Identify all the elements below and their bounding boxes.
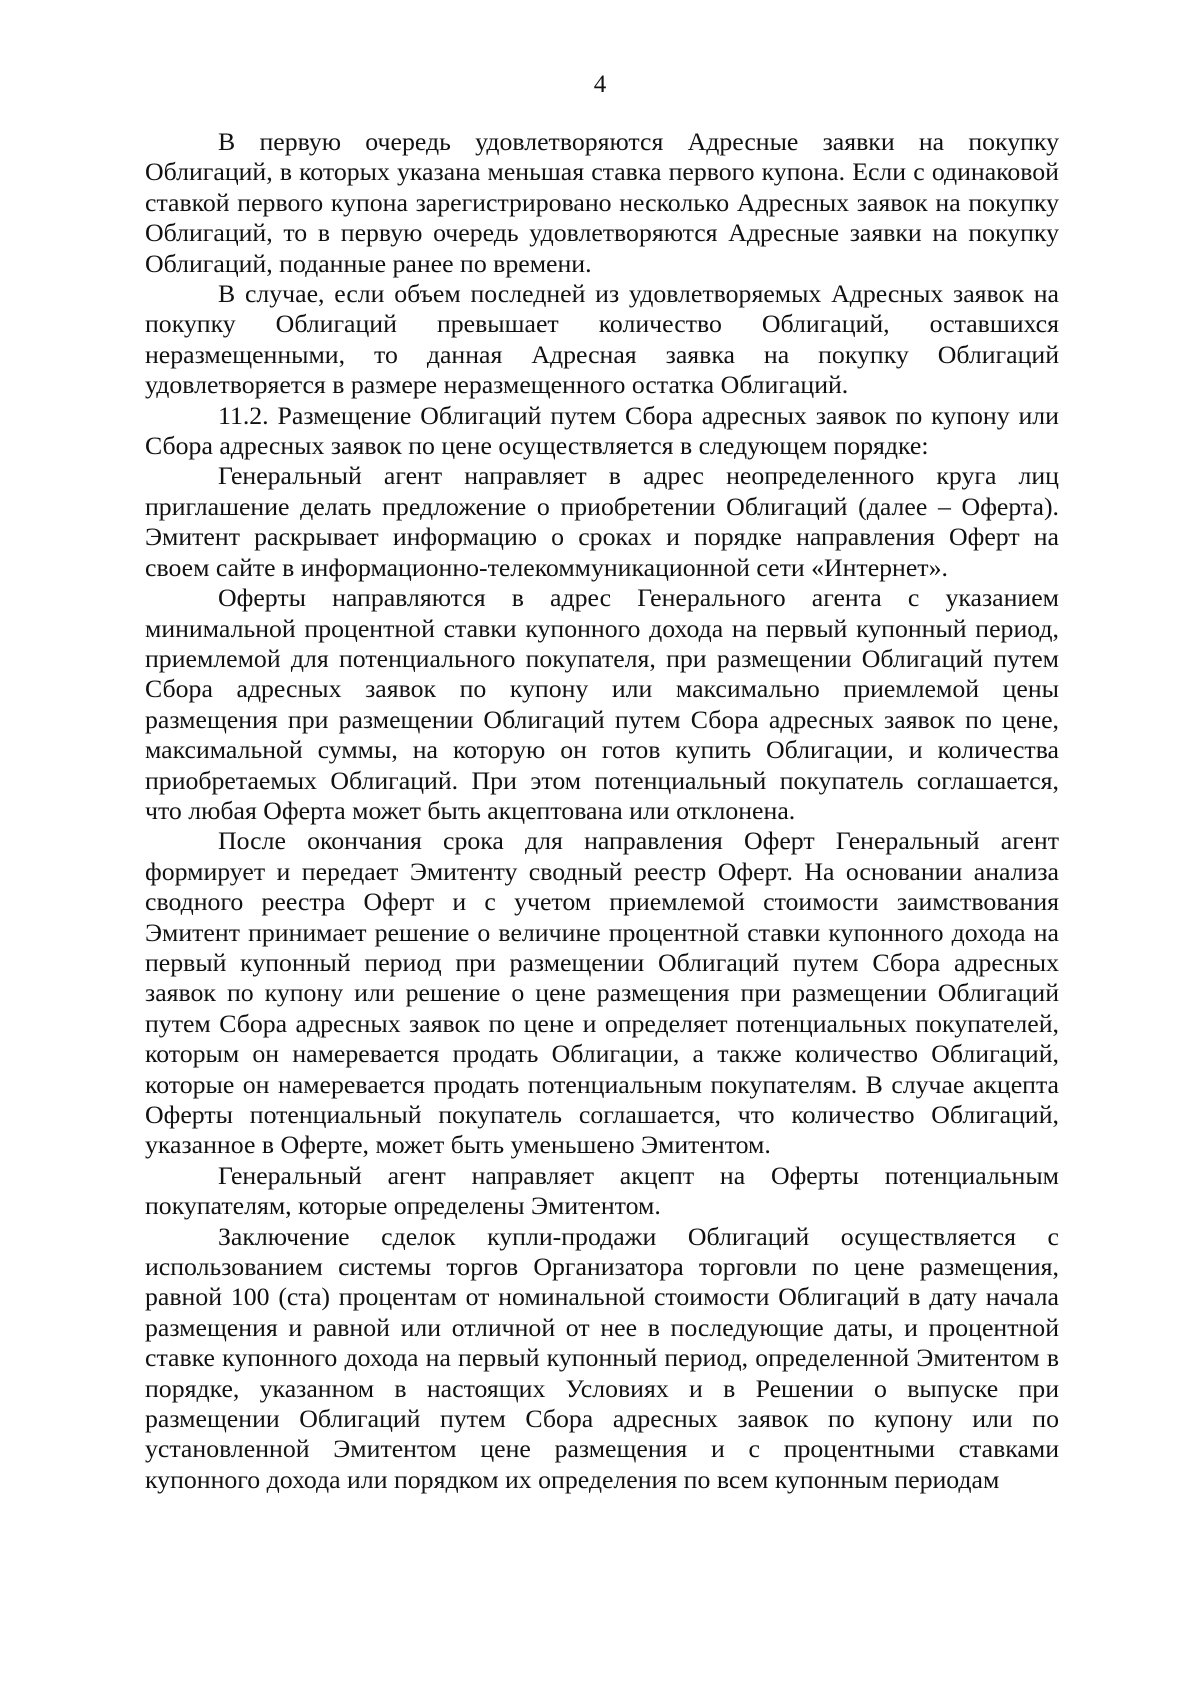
document-body [145, 127, 1059, 1495]
paragraph-deal-conclusion: Заключение сделок купли-продажи Облигаций осуществляется с использованием системы торгов Организатора торговли по цене размещения, равной 100 (ста) процентам от номинальной стоимости Облигаций в дату начала размещения и равной или отличной от нее в последующие даты, и процентной ставке купонного дохода на первый купонный период, определенной Эмитентом в порядке, указанном в настоящих Условиях и в Решении о выпуске при размещении Облигаций путем Сбора адресных заявок по купону или по установленной Эмитентом цене размещения и с процентными ставками купонного дохода или порядком их определения по всем купонным периодам [145, 1221, 1059, 1494]
paragraph-address-bids-priority: В первую очередь удовлетворяются Адресные заявки на покупку Облигаций, в которых указана меньшая ставка первого купона. Если с одинаковой ставкой первого купона зарегистрировано несколько Адресных заявок на покупку Облигаций, то в первую очередь удовлетворяются Адресные заявки на покупку Облигаций, поданные ранее по времени. [145, 127, 1059, 278]
paragraph-last-bid-volume: В случае, если объем последней из удовлетворяемых Адресных заявок на покупку Облигаций превышает количество Облигаций, оставшихся неразмещенными, то данная Адресная заявка на покупку Облигаций удовлетворяется в размере неразмещенного остатка Облигаций. [145, 279, 1059, 400]
paragraph-general-agent-invitation: Генеральный агент направляет в адрес неопределенного круга лиц приглашение делать предложение о приобретении Облигаций (далее – Оферта). Эмитент раскрывает информацию о сроках и порядке направления Оферт на своем сайте в информационно-телекоммуникационной сети «Интернет». [145, 461, 1059, 582]
paragraph-offers-content: Оферты направляются в адрес Генерального агента с указанием минимальной процентной ставки купонного дохода на первый купонный период, приемлемой для потенциального покупателя, при размещении Облигаций путем Сбора адресных заявок по купону или максимально приемлемой цены размещения при размещении Облигаций путем Сбора адресных заявок по цене, максимальной суммы, на которую он готов купить Облигации, и количества приобретаемых Облигаций. При этом потенциальный покупатель соглашается, что любая Оферта может быть акцептована или отклонена. [145, 583, 1059, 825]
paragraph-section-11-2: 11.2. Размещение Облигаций путем Сбора адресных заявок по купону или Сбора адресных заявок по цене осуществляется в следующем порядке: [145, 400, 1059, 461]
paragraph-offer-registry: После окончания срока для направления Оферт Генеральный агент формирует и передает Эмитенту сводный реестр Оферт. На основании анализа сводного реестра Оферт и с учетом приемлемой стоимости заимствования Эмитент принимает решение о величине процентной ставки купонного дохода на первый купонный период при размещении Облигаций путем Сбора адресных заявок по купону или решение о цене размещения при размещении Облигаций путем Сбора адресных заявок по цене и определяет потенциальных покупателей, которым он намеревается продать Облигации, а также количество Облигаций, которые он намеревается продать потенциальным покупателям. В случае акцепта Оферты потенциальный покупатель соглашается, что количество Облигаций, указанное в Оферте, может быть уменьшено Эмитентом. [145, 826, 1059, 1160]
paragraph-acceptance: Генеральный агент направляет акцепт на Оферты потенциальным покупателям, которые определены Эмитентом. [145, 1160, 1059, 1221]
page-number: 4 [593, 71, 607, 98]
